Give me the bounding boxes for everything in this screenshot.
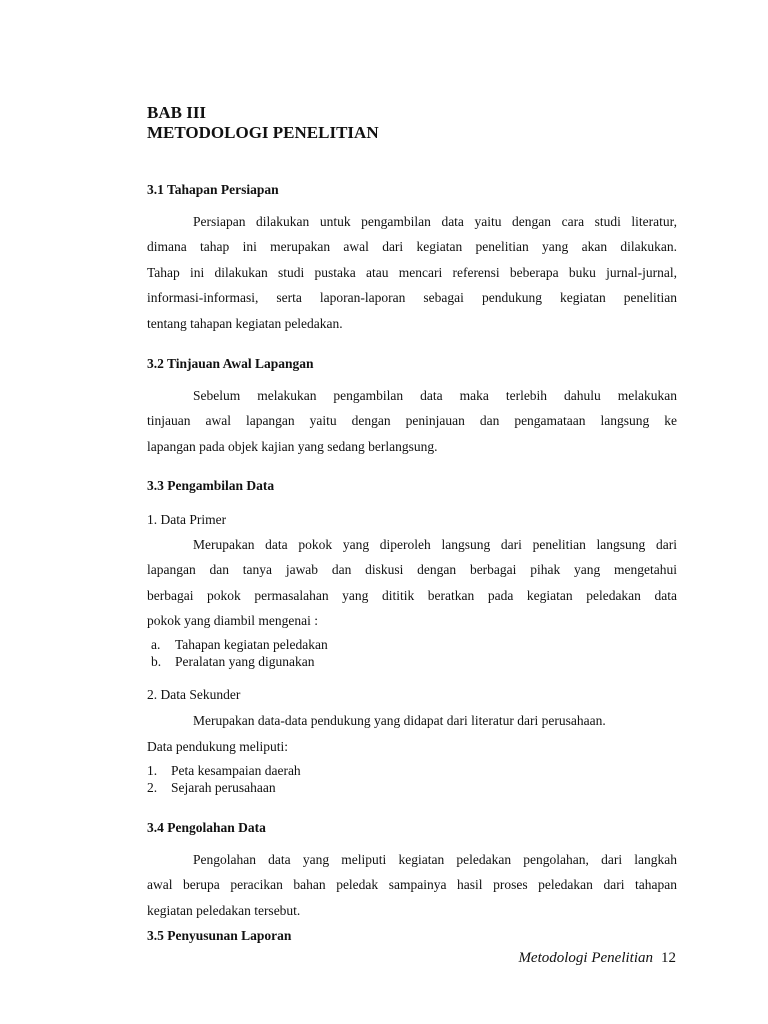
secondary-data-label: 2. Data Sekunder <box>147 687 241 702</box>
text-line: Persiapan dilakukan untuk pengambilan data yaitu dengan cara studi literatur, <box>193 214 677 229</box>
text-line: kegiatan peledakan tersebut. <box>147 902 301 918</box>
section-heading-3-5: 3.5 Penyusunan Laporan <box>147 928 292 943</box>
secondary-data-text: Merupakan data-data pendukung yang didapat dari literatur dari perusahaan. <box>193 713 606 728</box>
text-line: pokok yang diambil mengenai : <box>147 613 318 629</box>
paragraph-3-1 <box>147 209 677 336</box>
chapter-number: BAB III <box>147 103 207 122</box>
support-data-label: Data pendukung meliputi: <box>147 739 288 754</box>
chapter-name: METODOLOGI PENELITIAN <box>147 123 379 142</box>
section-heading-3-4: 3.4 Pengolahan Data <box>147 820 266 835</box>
footer-title: Metodologi Penelitian <box>518 950 653 966</box>
support-data-list <box>147 762 301 796</box>
text-line: lapangan pada objek kajian yang sedang berlangsung. <box>147 438 438 454</box>
primary-data-label: 1. Data Primer <box>147 512 227 527</box>
text-line: informasi-informasi, serta laporan-laporan sebagai pendukung kegiatan penelitian <box>147 290 677 306</box>
page-footer <box>518 948 676 968</box>
text-line: Sebelum melakukan pengambilan data maka terlebih dahulu melakukan <box>193 388 677 403</box>
paragraph-3-2 <box>147 383 677 459</box>
chapter-title <box>147 103 379 143</box>
page-number: 12 <box>661 950 676 966</box>
paragraph-primary-data <box>147 532 677 634</box>
text-line: tinjauan awal lapangan yaitu dengan peninjauan dan pengamataan langsung ke <box>147 413 677 429</box>
paragraph-3-4 <box>147 847 677 923</box>
text-line: berbagai pokok permasalahan yang dititik beratkan pada kegiatan peledakan data <box>147 587 677 603</box>
section-heading-3-2: 3.2 Tinjauan Awal Lapangan <box>147 356 314 371</box>
text-line: tentang tahapan kegiatan peledakan. <box>147 315 343 331</box>
text-line: dimana tahap ini merupakan awal dari kegiatan penelitian yang akan dilakukan. <box>147 239 677 255</box>
text-line: lapangan dan tanya jawab dan diskusi dengan berbagai pihak yang mengetahui <box>147 562 677 578</box>
section-heading-3-3: 3.3 Pengambilan Data <box>147 478 275 493</box>
list-item: 2. Sejarah perusahaan <box>147 780 276 795</box>
text-line: Pengolahan data yang meliputi kegiatan peledakan pengolahan, dari langkah <box>193 852 677 867</box>
text-line: Tahap ini dilakukan studi pustaka atau mencari referensi beberapa buku jurnal-jurnal, <box>147 264 677 280</box>
list-item: 1. Peta kesampaian daerah <box>147 763 301 778</box>
text-line: Merupakan data pokok yang diperoleh langsung dari penelitian langsung dari <box>193 537 677 552</box>
text-line: awal berupa peracikan bahan peledak sampainya hasil proses peledakan dari tahapan <box>147 877 677 893</box>
list-item: b. Peralatan yang digunakan <box>151 654 315 669</box>
list-item: a. Tahapan kegiatan peledakan <box>151 637 328 652</box>
primary-data-list <box>151 636 328 670</box>
section-heading-3-1: 3.1 Tahapan Persiapan <box>147 182 279 197</box>
